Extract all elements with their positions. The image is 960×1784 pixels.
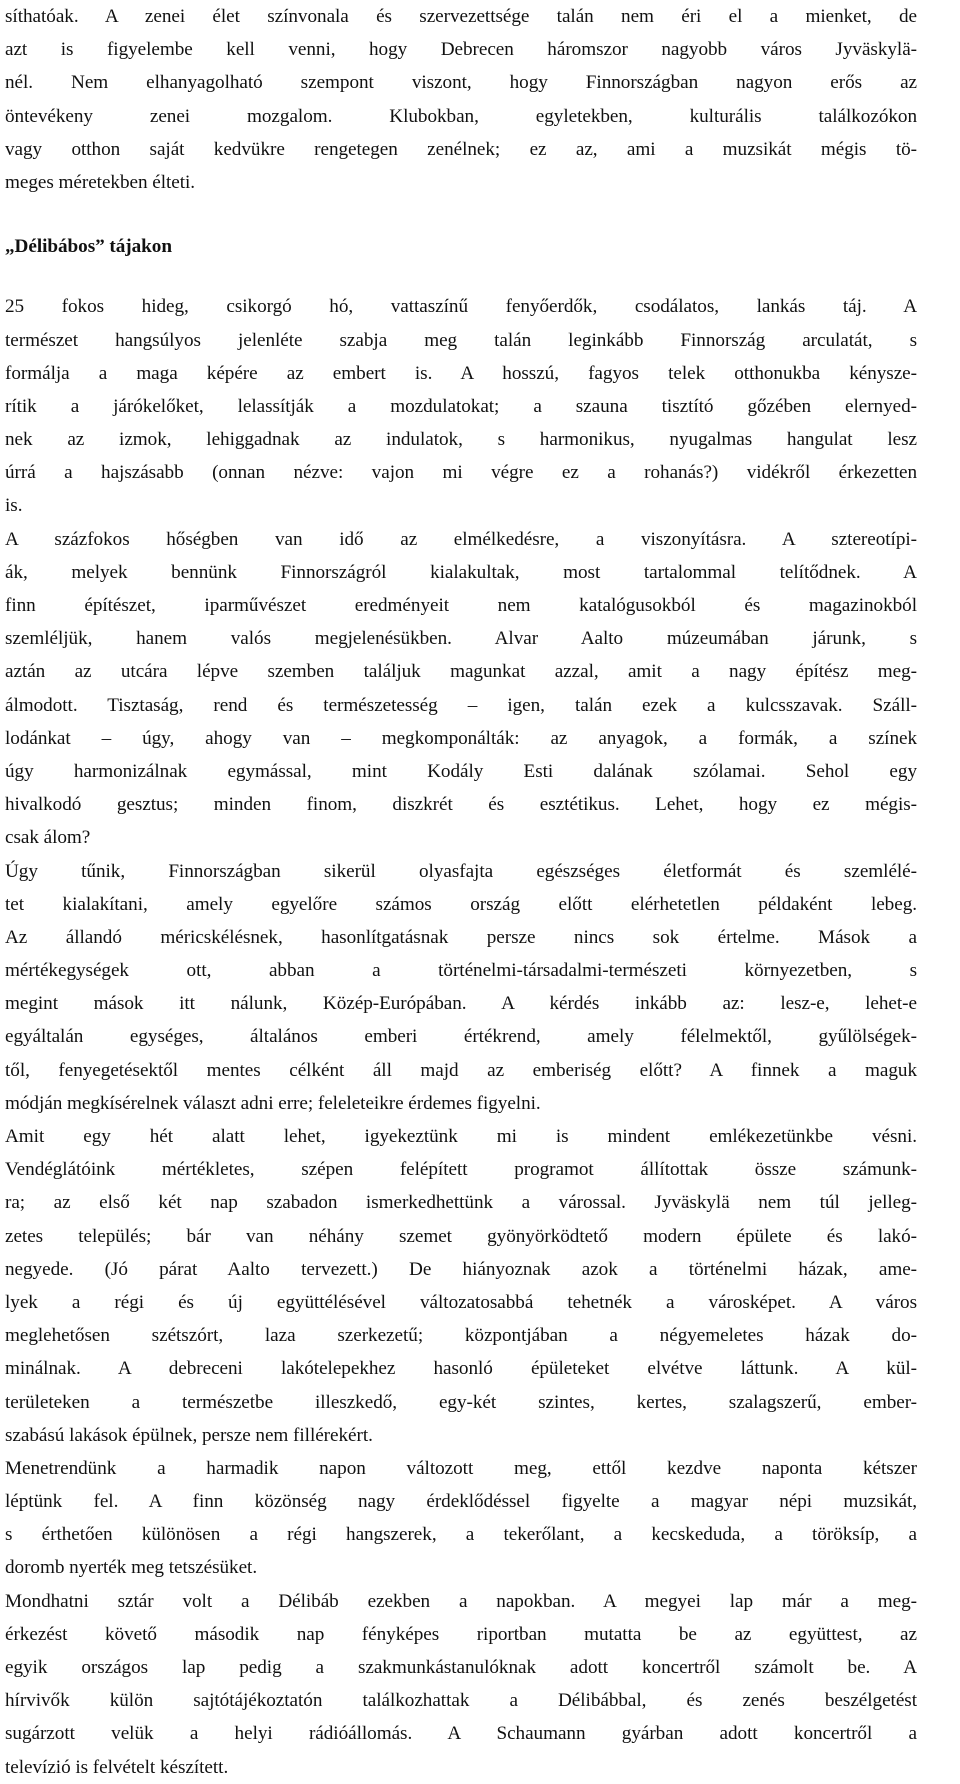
text-line: megint mások itt nálunk, Közép-Európában. A kérdés inkább az: lesz-e, lehet-e [5, 993, 917, 1015]
text-line: Az állandó méricskélésnek, hasonlítgatásnak persze nincs sok értelme. Mások a [5, 926, 917, 948]
text-line: úrrá a hajszásabb (onnan nézve: vajon mi végre ez a rohanás?) vidékről érkezetten [5, 462, 917, 484]
text-line: tet kialakítani, amely egyelőre számos ország előtt elérhetetlen példaként lebeg. [5, 893, 917, 915]
document-page [5, 0, 917, 1784]
text-line: módján megkísérelnek választ adni erre; feleleteikre érdemes figyelni. [5, 1092, 541, 1114]
text-line: területeken a természetbe illeszkedő, egy-két szintes, kertes, szalagszerű, ember- [5, 1391, 917, 1413]
text-line: azt is figyelembe kell venni, hogy Debrecen háromszor nagyobb város Jyväskylä- [5, 39, 917, 61]
text-line: egyáltalán egységes, általános emberi értékrend, amely félelmektől, gyűlölségek- [5, 1026, 917, 1048]
text-line: szabású lakások épülnek, persze nem fillérekért. [5, 1424, 373, 1446]
text-line: minálnak. A debreceni lakótelepekhez hasonló épületeket elvétve láttunk. A kül- [5, 1358, 917, 1380]
text-line: szemléljük, hanem valós megjelenésükben. Alvar Aalto múzeumában járunk, s [5, 628, 917, 650]
section-heading: „Délibábos” tájakon [5, 236, 172, 258]
text-line: negyede. (Jó párat Aalto tervezett.) De hiányoznak azok a történelmi házak, ame- [5, 1258, 917, 1280]
text-line: egyik országos lap pedig a szakmunkástanulóknak adott koncertről számolt be. A [5, 1657, 917, 1678]
text-line: érkezést követő második nap fényképes riportban mutatta be az együttest, az [5, 1623, 917, 1645]
text-line: rítik a járókelőket, lelassítják a mozdulatokat; a szauna tisztító gőzében elernyed- [5, 395, 917, 417]
text-line: Vendéglátóink mértékletes, szépen felépített programot állítottak össze számunk- [5, 1159, 917, 1181]
body-text [5, 290, 917, 1783]
text-line: aztán az utcára lépve szemben találjuk magunkat azzal, amit a nagy építész meg- [5, 661, 917, 683]
text-line: is. [5, 495, 23, 517]
text-line: finn építészet, iparművészet eredményeit nem katalógusokból és magazinokból [5, 595, 917, 616]
text-line: A százfokos hőségben van idő az elmélkedésre, a viszonyításra. A sztereotípi- [5, 528, 917, 550]
text-line: televízió is felvételt készített. [5, 1756, 229, 1778]
text-line: meges méretekben élteti. [5, 171, 196, 193]
text-line: ák, melyek bennünk Finnországról kialakultak, most tartalommal telítődnek. A [5, 561, 917, 583]
text-line: lodánkat – úgy, ahogy van – megkomponálták: az anyagok, a formák, a színek [5, 727, 917, 749]
text-line: sugárzott velük a helyi rádióállomás. A Schaumann gyárban adott koncertről a [5, 1723, 917, 1745]
text-line: hírvivők külön sajtótájékoztatón találkozhattak a Délibábbal, és zenés beszélgetést [5, 1690, 917, 1712]
text-line: úgy harmonizálnak egymással, mint Kodály Esti dalának szólamai. Sehol egy [5, 760, 917, 782]
text-line: Amit egy hét alatt lehet, igyekeztünk mi is mindent emlékezetünkbe vésni. [5, 1126, 917, 1147]
text-line: meglehetősen szétszórt, laza szerkezetű; központjában a négyemeletes házak do- [5, 1325, 917, 1347]
text-line: Mondhatni sztár volt a Délibáb ezekben a napokban. A megyei lap már a meg- [5, 1590, 917, 1612]
text-line: zetes település; bár van néhány szemet gyönyörködtető modern épülete és lakó- [5, 1225, 917, 1247]
text-line: 25 fokos hideg, csikorgó hó, vattaszínű fenyőerdők, csodálatos, lankás táj. A [5, 296, 917, 318]
text-line: álmodott. Tisztaság, rend és természetesség – igen, talán ezek a kulcsszavak. Száll- [5, 694, 917, 716]
intro-paragraph [5, 0, 917, 199]
text-line: öntevékeny zenei mozgalom. Klubokban, egyletekben, kulturális találkozókon [5, 105, 917, 127]
text-line: Menetrendünk a harmadik napon változott meg, ettől kezdve naponta kétszer [5, 1457, 917, 1479]
text-line: formálja a maga képére az embert is. A hosszú, fagyos telek otthonukba kénysze- [5, 362, 917, 384]
text-line: síthatóak. A zenei élet színvonala és szervezettsége talán nem éri el a mienket, de [5, 6, 917, 27]
text-line: léptünk fel. A finn közönség nagy érdeklődéssel figyelte a magyar népi muzsikát, [5, 1491, 917, 1513]
text-line: vagy otthon saját kedvükre rengetegen zenélnek; ez az, ami a muzsikát mégis tö- [5, 138, 917, 160]
text-line: nél. Nem elhanyagolható szempont viszont, hogy Finnországban nagyon erős az [5, 72, 917, 94]
text-line: hivalkodó gesztus; minden finom, diszkrét és esztétikus. Lehet, hogy ez mégis- [5, 794, 917, 816]
text-line: Úgy tűnik, Finnországban sikerül olyasfajta egészséges életformát és szemlélé- [5, 860, 917, 882]
text-line: csak álom? [5, 827, 91, 849]
text-line: lyek a régi és új együttélésével változatosabbá tehetnék a városképet. A város [5, 1291, 917, 1313]
text-line: ra; az első két nap szabadon ismerkedhettünk a várossal. Jyväskylä nem túl jelleg- [5, 1192, 917, 1214]
text-line: mértékegységek ott, abban a történelmi-társadalmi-természeti környezetben, s [5, 960, 917, 982]
text-line: s érthetően különösen a régi hangszerek, a tekerőlant, a kecskeduda, a töröksíp, a [5, 1524, 917, 1546]
text-line: től, fenyegetésektől mentes célként áll majd az emberiség előtt? A finnek a maguk [5, 1059, 917, 1081]
text-line: nek az izmok, lehiggadnak az indulatok, s harmonikus, nyugalmas hangulat lesz [5, 429, 917, 451]
text-line: doromb nyerték meg tetszésüket. [5, 1557, 258, 1579]
text-line: természet hangsúlyos jelenléte szabja meg talán leginkább Finnország arculatát, s [5, 329, 917, 351]
